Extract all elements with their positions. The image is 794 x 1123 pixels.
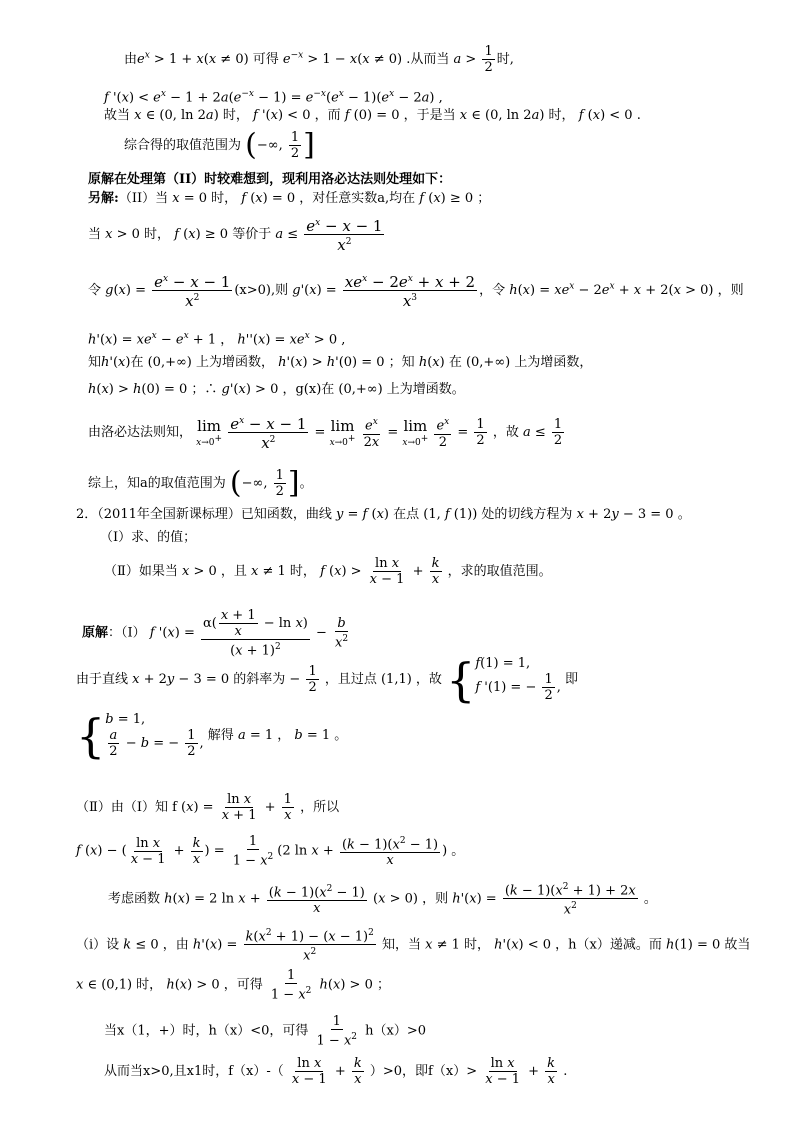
- line-24: 当x（1，+）时，h（x）<0，可得 $\frac{1}{1 - x^2}$ h（x）>0: [104, 1014, 427, 1049]
- line-4: 综合得的取值范围为 (−∞, $\frac{1}{2}$ ]: [124, 127, 315, 163]
- line-6: 当 x > 0 时， f (x) ≥ 0 等价于 a ≤ $\frac{e^x - x - 1}{x^2}$: [88, 217, 383, 254]
- line-20: f (x) − ( $\frac{\text{ln x}}{x - 1}$ + $\frac{k}{x}$ ) = $\frac{1}{1 - x^2}$ (2 ln x + $\frac{(k - 1)(x^2 - 1)}{x}$ ) 。: [76, 834, 465, 869]
- line-10: h(x) > h(0) = 0 ；∴ g'(x) > 0 ，g(x)在 (0,+∞) 上为增函数。: [88, 382, 465, 397]
- line-8: $h'(x) = xe^x - e^x + 1$ ， $h''(x) = xe^x > 0$ ,: [88, 331, 346, 348]
- alt-solution-label: 另解:: [88, 191, 119, 206]
- line-7: 令 g(x) = $\frac{e^x - x - 1}{x^2}$ (x>0),则 g'(x) = $\frac{xe^x - 2e^x + x + 2}{x^3}$ ，令 $h(x) = xe^x - 2e^x + x + 2(x > 0)$ ，则: [88, 273, 744, 310]
- line-2: f '$(x) < e^x - 1 + 2a(e^{-x} - 1) = e^{-x}(e^x - 1)(e^x - 2a)$ ,: [104, 89, 443, 106]
- line-21: 考虑函数 h(x) = 2 ln x + $\frac{(k - 1)(x^2 - 1)}{x}$ (x > 0) ，则 h'(x) = $\frac{(k - 1)(x^2 + 1) + 2x}{x^2}$ 。: [108, 882, 657, 918]
- line-16: 原解：（Ⅰ） f '(x) = α( $\frac{x + 1}{x}$ − ln x) $(x + 1)^2$ − $\frac{b}{x^2}$: [82, 608, 349, 659]
- line-9: 知h'(x)在 (0,+∞) 上为增函数， h'(x) > h'(0) = 0 ；知 h(x) 在 (0,+∞) 上为增函数，: [88, 355, 593, 370]
- problem-2-part-2: （Ⅱ）如果当 x > 0 ，且 x ≠ 1 时， f (x) > $\frac{\text{ln x}}{x - 1}$ + $\frac{k}{x}$ ，求的取值范围。: [104, 556, 552, 587]
- line-23: x ∈ (0,1) 时， h(x) > 0 ，可得 $\frac{1}{1 - x^2}$ h(x) > 0 ；: [76, 968, 390, 1003]
- problem-2: 2．（2011年全国新课标理）已知函数，曲线 y = f (x) 在点 (1, f (1)) 处的切线方程为 x + 2y − 3 = 0 。: [76, 507, 691, 522]
- heading-alternative-method: 原解在处理第（II）时较难想到，现利用洛必达法则处理如下：: [88, 172, 452, 187]
- line-5: 另解:（II）当 x = 0 时， f (x) = 0 ，对任意实数a,均在 f (x) ≥ 0 ；: [88, 191, 491, 206]
- line-18: { b = 1, $\frac{a}{2}$ − b = − $\frac{1}{2}$ , 解得 a = 1 ， b = 1 。: [76, 708, 348, 763]
- line-19: （Ⅱ）由（Ⅰ）知 f (x) = $\frac{\text{ln x}}{x + 1}$ + $\frac{1}{x}$ ，所以: [76, 792, 340, 823]
- original-solution-label: 原解: [82, 625, 109, 641]
- line-11: 由洛必达法则知， lim x→0+ $\frac{e^x - x - 1}{x^2}$ = lim x→0+ $\frac{e^x}{2x}$ = lim x→0+ $\frac{e^x}{2}$ = $\frac{1}{2}$ ，故 a ≤ $\frac{1}{2}$: [88, 415, 563, 452]
- line-25: 从而当x>0,且x1时，f（x）-（ $\frac{\text{ln x}}{x - 1}$ + $\frac{k}{x}$ ）>0，即f（x）> $\frac{\text{ln x}}{x - 1}$ + $\frac{k}{x}$ .: [104, 1056, 568, 1087]
- line-3: 故当 x ∈ (0, ln 2a) 时， f '(x) < 0 ，而 f (0) = 0 ，于是当 x ∈ (0, ln 2a) 时， f (x) < 0 .: [104, 108, 641, 123]
- line-17: 由于直线 x + 2y − 3 = 0 的斜率为 − $\frac{1}{2}$ ，且过点 (1,1) ，故 { f(1) = 1, f '(1) = − $\frac{1}{2}$ , 即: [76, 652, 579, 707]
- line-12: 综上，知a的取值范围为 (−∞, $\frac{1}{2}$ ]。: [88, 465, 313, 501]
- problem-2-part-1: （Ⅰ）求、的值；: [100, 530, 197, 545]
- line-22: （i）设 k ≤ 0 ，由 h'(x) = $\frac{k(x^2 + 1) - (x - 1)^2}{x^2}$ 知，当 x ≠ 1 时， h'(x) < 0 ，h（x）递减。而 h(1) = 0 故当: [76, 928, 751, 964]
- line-1: 由$e^x > 1 + x(x \ne 0)$ 可得 $e^{-x} > 1 - x(x \ne 0)$ .从而当 a > $\frac{1}{2}$ 时,: [124, 44, 514, 75]
